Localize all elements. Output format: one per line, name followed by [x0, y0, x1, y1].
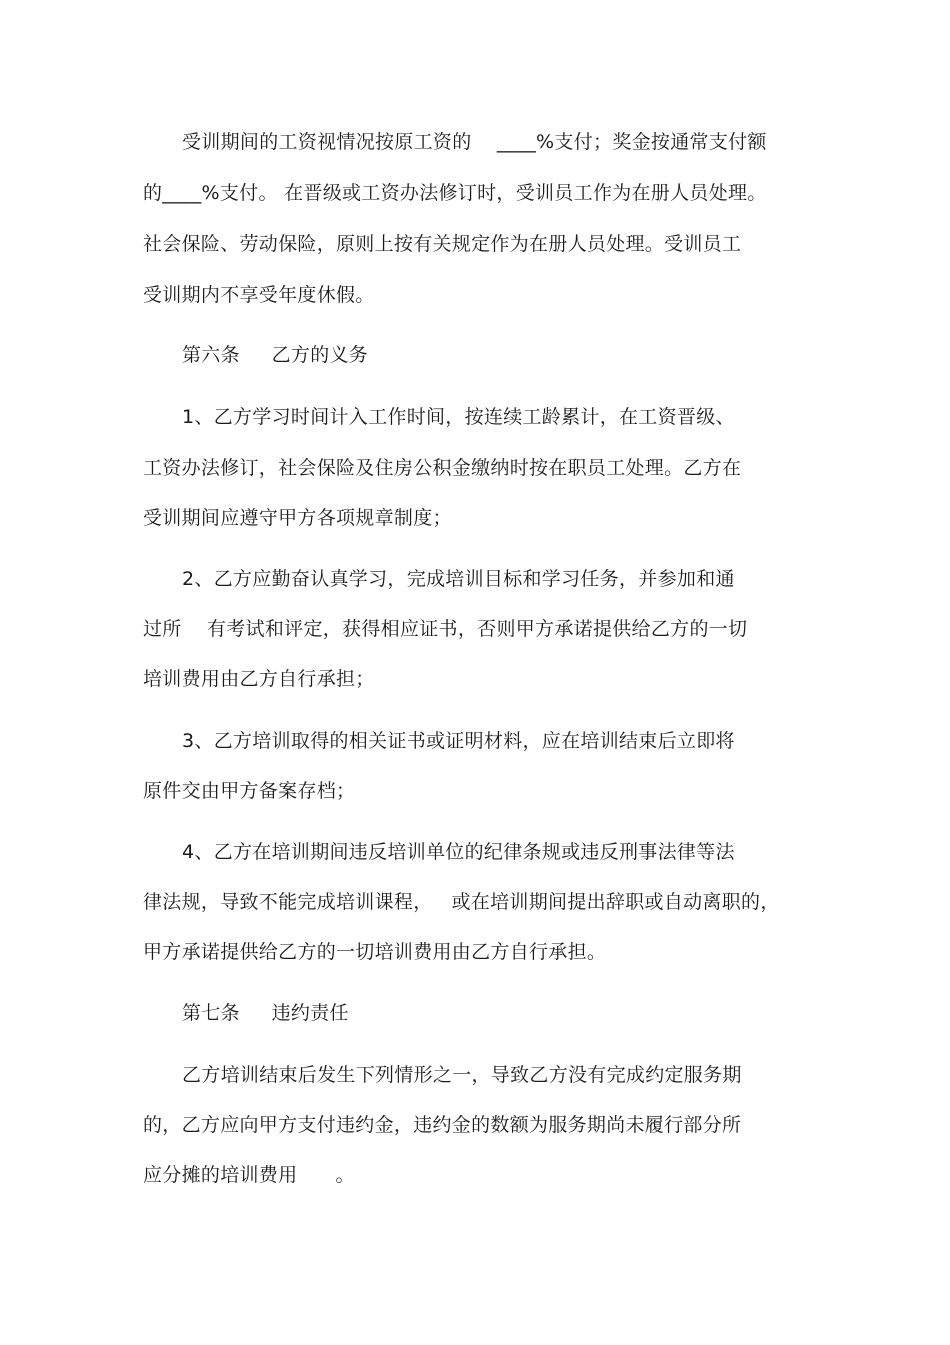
paragraph-line: 工资办法修订，社会保险及住房公积金缴纳时按在职员工处理。乙方在 [143, 457, 742, 479]
paragraph-line: 的____%支付。 在晋级或工资办法修订时，受训员工作为在册人员处理。 [143, 182, 767, 204]
paragraph-line: 受训期内不享受年度休假。 [143, 284, 375, 306]
paragraph-line: 4、乙方在培训期间违反培训单位的纪律条规或违反刑事法律等法 [182, 841, 735, 863]
paragraph-line: 培训费用由乙方自行承担； [143, 668, 375, 690]
paragraph-line: 受训期间应遵守甲方各项规章制度； [143, 507, 452, 529]
paragraph-line: 原件交由甲方备案存档； [143, 780, 356, 802]
paragraph-line: 律法规，导致不能完成培训课程， 或在培训期间提出辞职或自动离职的， [143, 891, 780, 913]
paragraph-line: 甲方承诺提供给乙方的一切培训费用由乙方自行承担。 [143, 941, 607, 963]
section-heading: 第七条 违约责任 [182, 1002, 349, 1024]
paragraph-line: 3、乙方培训取得的相关证书或证明材料，应在培训结束后立即将 [182, 730, 735, 752]
section-heading: 第六条 乙方的义务 [182, 344, 369, 366]
paragraph-line: 的，乙方应向甲方支付违约金，违约金的数额为服务期尚未履行部分所 [143, 1114, 742, 1136]
paragraph-line: 1、乙方学习时间计入工作时间，按连续工龄累计，在工资晋级、 [182, 406, 735, 428]
paragraph-line: 应分摊的培训费用 。 [143, 1164, 355, 1186]
paragraph-line: 2、乙方应勤奋认真学习，完成培训目标和学习任务，并参加和通 [182, 568, 735, 590]
paragraph-line: 乙方培训结束后发生下列情形之一，导致乙方没有完成约定服务期 [182, 1064, 742, 1086]
paragraph-line: 过所 有考试和评定，获得相应证书，否则甲方承诺提供给乙方的一切 [143, 618, 748, 640]
paragraph-line: 受训期间的工资视情况按原工资的 ____%支付；奖金按通常支付额 [182, 131, 767, 153]
paragraph-line: 社会保险、劳动保险，原则上按有关规定作为在册人员处理。受训员工 [143, 233, 742, 255]
